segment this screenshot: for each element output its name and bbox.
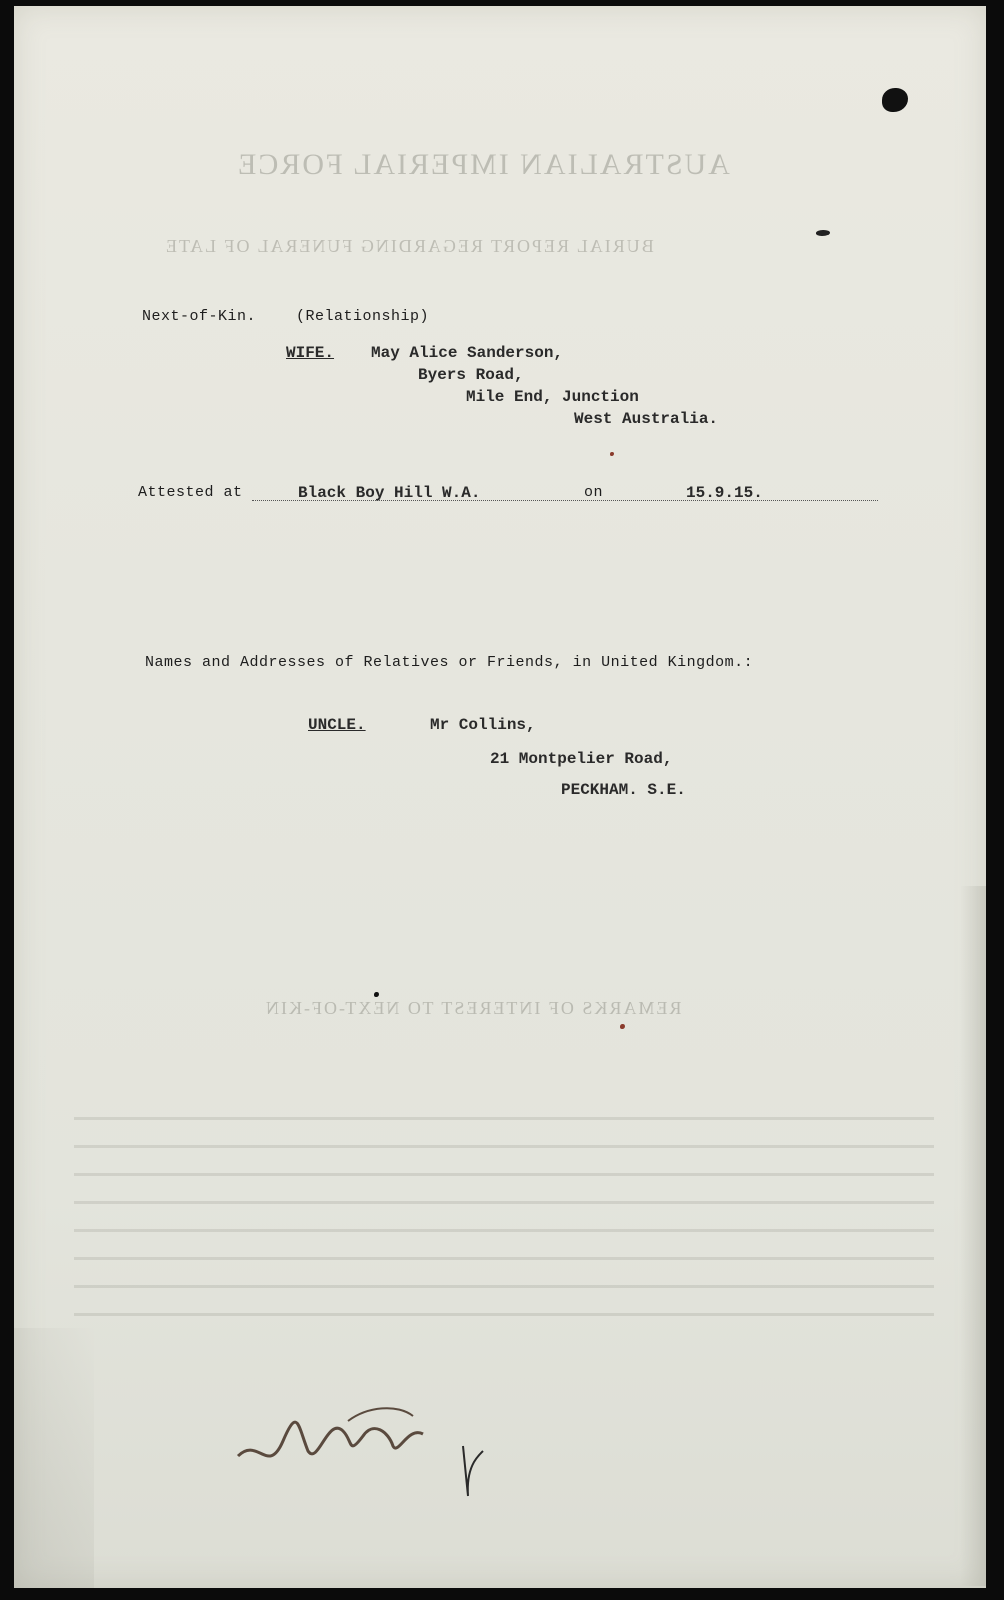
next-of-kin-address-line-2: Mile End, Junction xyxy=(466,388,639,406)
ink-blot xyxy=(882,88,908,112)
attested-at-label: Attested at xyxy=(138,484,243,501)
ink-speck xyxy=(816,230,830,236)
relatives-relationship: UNCLE. xyxy=(308,716,366,734)
bleed-through-subtitle: BURIAL REPORT REGARDING FUNERAL OF LATE xyxy=(164,236,654,256)
ink-dot-red-2 xyxy=(610,452,614,456)
attested-place: Black Boy Hill W.A. xyxy=(298,484,481,502)
document-page xyxy=(14,6,986,1588)
relatives-address-line-2: PECKHAM. S.E. xyxy=(561,781,686,799)
relatives-name: Mr Collins, xyxy=(430,716,536,734)
bleed-through-title: AUSTRALIAN IMPERIAL FORCE xyxy=(236,148,730,181)
ink-dot-red xyxy=(620,1024,625,1029)
ink-dot xyxy=(374,992,379,997)
signature-mark xyxy=(228,1396,488,1506)
next-of-kin-name: May Alice Sanderson, xyxy=(371,344,564,362)
bleed-through-text xyxy=(74,1101,934,1341)
attested-date: 15.9.15. xyxy=(686,484,763,502)
relatives-heading: Names and Addresses of Relatives or Friends, in United Kingdom.: xyxy=(145,654,754,671)
next-of-kin-label: Next-of-Kin. xyxy=(142,308,257,325)
relationship-label: (Relationship) xyxy=(296,308,430,325)
relatives-address-line-1: 21 Montpelier Road, xyxy=(490,750,673,768)
bleed-through-remarks: REMARKS OF INTEREST TO NEXT-OF-KIN xyxy=(264,998,682,1018)
next-of-kin-relationship: WIFE. xyxy=(286,344,335,362)
attested-on-label: on xyxy=(584,484,604,501)
next-of-kin-address-line-1: Byers Road, xyxy=(418,366,524,384)
next-of-kin-address-line-3: West Australia. xyxy=(574,410,719,428)
